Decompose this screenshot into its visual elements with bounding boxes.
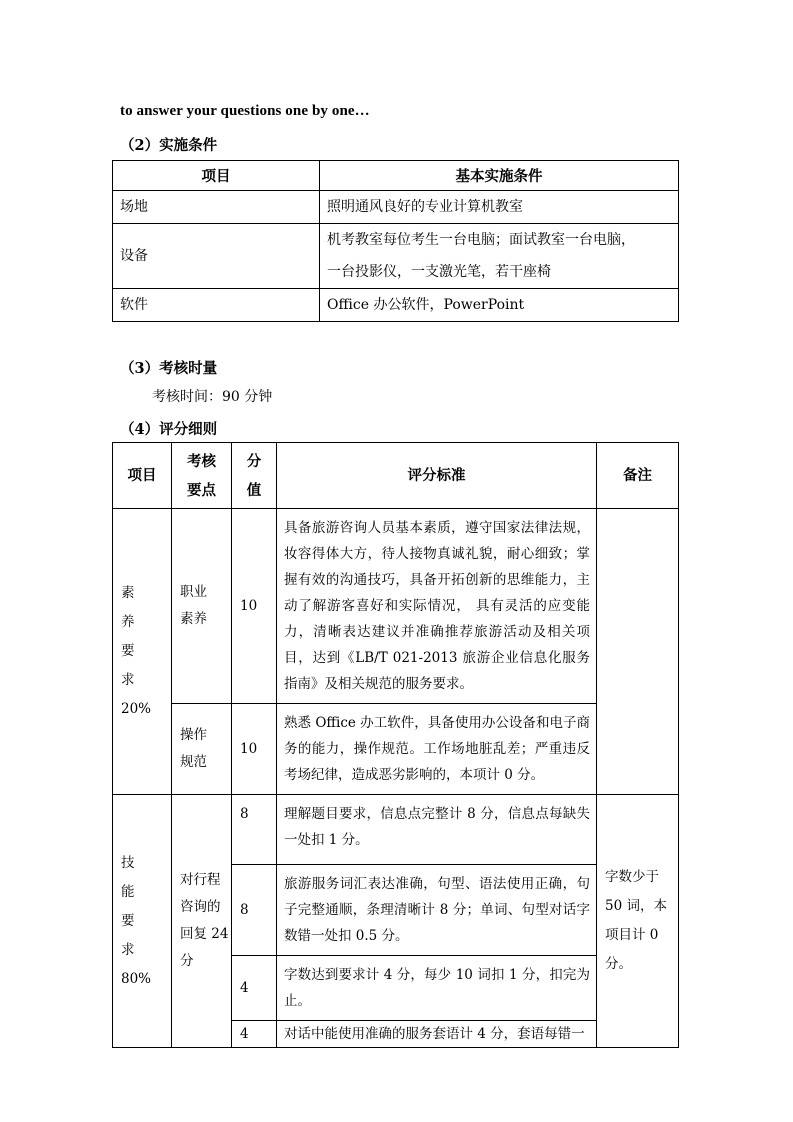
column-header-condition: 基本实施条件: [320, 161, 679, 191]
criteria-cell: 具备旅游咨询人员基本素质，遵守国家法律法规，妆容得体大方，待人接物真诚礼貌，耐心细致；掌握有效的沟通技巧，具备开拓创新的思维能力，主动了解游客喜好和实际情况， 具有灵活的应变能力，清晰表达建议并准确推荐旅游活动及相关项目，达到《LB/T 021-2013 旅游企业信息化服务指南》及相关规范的服务要求。: [277, 509, 597, 704]
table-row: [113, 224, 679, 289]
keypoint-line: 素养: [180, 611, 207, 627]
header-line: 值: [246, 481, 262, 499]
table-row: [113, 289, 679, 322]
row-condition-software: Office 办公软件，PowerPoint: [320, 289, 679, 322]
keypoint-professional: [172, 509, 232, 704]
item-line: 80%: [121, 970, 152, 987]
column-header-score: [232, 443, 277, 509]
keypoint-line: 回复 24: [180, 926, 229, 942]
table-row: [113, 795, 679, 865]
row-condition-venue: 照明通风良好的专业计算机教室: [320, 191, 679, 224]
note-cell-empty: [597, 509, 679, 795]
row-item-venue: 场地: [113, 191, 320, 224]
table-header-row: [113, 443, 679, 509]
group-item-literacy: [113, 509, 172, 795]
item-line: 养: [121, 614, 135, 630]
table-row: [113, 509, 679, 704]
keypoint-line: 咨询的: [180, 899, 221, 915]
group-item-skills: [113, 795, 172, 1048]
score-cell: 4: [232, 1021, 277, 1048]
keypoint-line: 操作: [180, 727, 207, 743]
keypoint-line: 职业: [180, 584, 207, 600]
score-cell: 10: [232, 509, 277, 704]
column-header-keypoint: [172, 443, 232, 509]
criteria-cell: 旅游服务词汇表达准确，句型、语法使用正确，句子完整通顺，条理清晰计 8 分；单词、句型对话字数错一处扣 0.5 分。: [277, 865, 597, 956]
section-heading-scoring: （4）评分细则: [120, 421, 218, 438]
keypoint-line: 对行程: [180, 872, 221, 888]
column-header-criteria: 评分标准: [277, 443, 597, 509]
item-line: 技: [121, 854, 135, 871]
criteria-cell: 对话中能使用准确的服务套语计 4 分，套语每错一: [277, 1021, 597, 1048]
criteria-cell: 理解题目要求，信息点完整计 8 分，信息点每缺失一处扣 1 分。: [277, 795, 597, 865]
table-row: [113, 704, 679, 795]
note-cell: [597, 795, 679, 1048]
note-line: 分。: [605, 956, 632, 972]
keypoint-itinerary-reply: [172, 795, 232, 1048]
column-header-item: 项目: [113, 443, 172, 509]
score-cell: 8: [232, 795, 277, 865]
item-line: 能: [121, 883, 135, 900]
header-line: 要点: [187, 481, 216, 499]
section-heading-conditions: （2）实施条件: [120, 137, 218, 154]
item-line: 要: [121, 912, 135, 929]
item-line: 求: [121, 672, 135, 688]
row-item-equipment: 设备: [113, 224, 320, 289]
scoring-table: [112, 442, 679, 1048]
exam-time-text: 考核时间：90 分钟: [152, 389, 273, 405]
section-heading-duration: （3）考核时量: [120, 360, 218, 377]
conditions-table: [112, 160, 679, 322]
column-header-item: 项目: [113, 161, 320, 191]
keypoint-line: 分: [180, 953, 194, 969]
row-item-software: 软件: [113, 289, 320, 322]
table-row: [113, 191, 679, 224]
condition-line: 一台投影仪，一支激光笔，若干座椅: [327, 264, 551, 280]
item-line: 求: [121, 941, 135, 958]
intro-line: to answer your questions one by one…: [120, 103, 370, 119]
score-cell: 10: [232, 704, 277, 795]
column-header-note: 备注: [597, 443, 679, 509]
header-line: 考核: [187, 452, 216, 470]
criteria-cell: 字数达到要求计 4 分，每少 10 词扣 1 分，扣完为止。: [277, 956, 597, 1021]
item-line: 要: [121, 643, 135, 659]
score-cell: 4: [232, 956, 277, 1021]
row-condition-equipment: [320, 224, 679, 289]
item-line: 20%: [121, 701, 152, 717]
item-line: 素: [121, 585, 135, 601]
note-line: 50 词，本: [605, 898, 667, 914]
table-header-row: [113, 161, 679, 191]
keypoint-operation: [172, 704, 232, 795]
score-cell: 8: [232, 865, 277, 956]
condition-line: 机考教室每位考生一台电脑；面试教室一台电脑，: [327, 232, 635, 248]
criteria-cell: 熟悉 Office 办工软件，具备使用办公设备和电子商务的能力，操作规范。工作场地脏乱差；严重违反考场纪律，造成恶劣影响的，本项计 0 分。: [277, 704, 597, 795]
note-line: 字数少于: [605, 869, 659, 885]
header-line: 分: [246, 452, 262, 470]
note-line: 项目计 0: [605, 927, 659, 943]
keypoint-line: 规范: [180, 754, 207, 770]
